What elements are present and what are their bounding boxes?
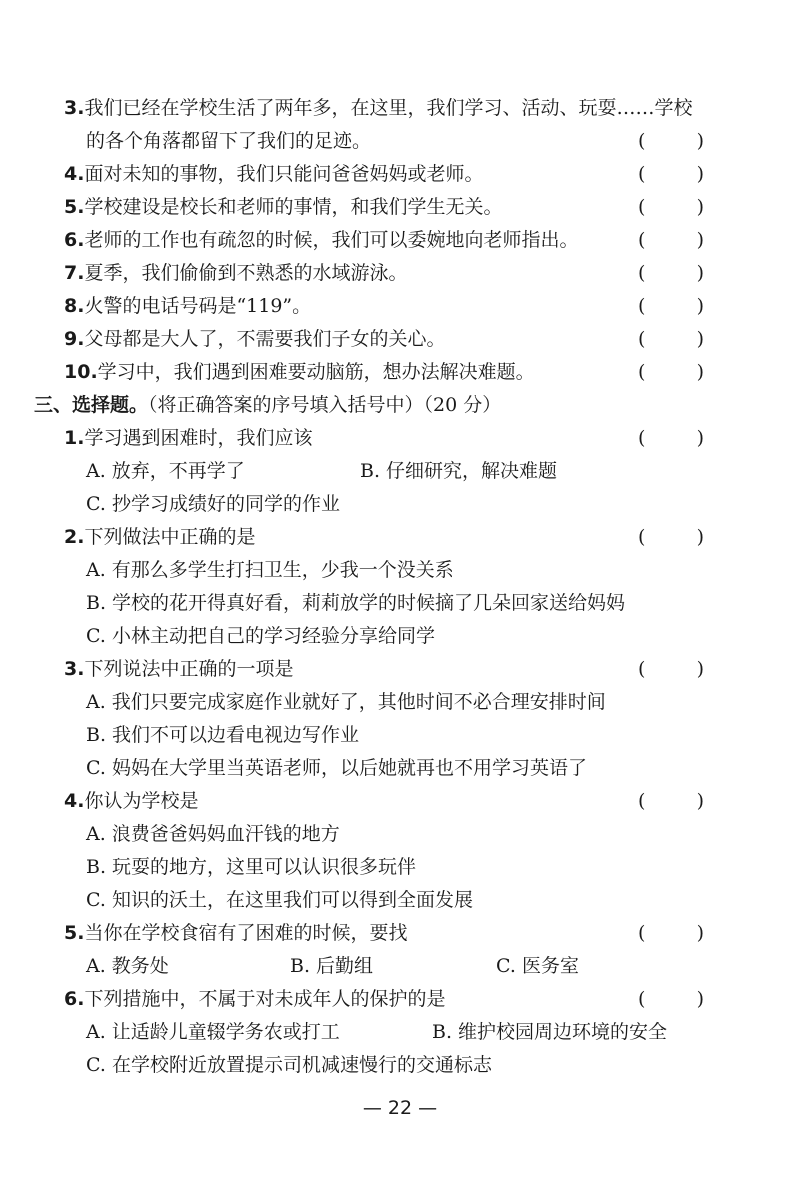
- judge-item-5: 5.学校建设是校长和老师的事情，和我们学生无关。: [64, 196, 503, 218]
- section-heading: 三、选择题。（将正确答案的序号填入括号中）（20 分）: [34, 394, 502, 416]
- option-a: A. 浪费爸爸妈妈血汗钱的地方: [86, 823, 340, 845]
- item-text: 我们已经在学校生活了两年多，在这里，我们学习、活动、玩耍……学校: [84, 97, 693, 119]
- option-c: C. 在学校附近放置提示司机减速慢行的交通标志: [86, 1054, 492, 1076]
- option-b: B. 学校的花开得真好看，莉莉放学的时候摘了几朵回家送给妈妈: [86, 592, 626, 614]
- judge-item-8: 8.火警的电话号码是“119”。: [64, 295, 312, 317]
- option-b: B. 后勤组: [290, 955, 374, 977]
- judge-item-10: 10.学习中，我们遇到困难要动脑筋，想办法解决难题。: [64, 361, 535, 383]
- page-number: — 22 —: [362, 1097, 438, 1119]
- option-c: C. 小林主动把自己的学习经验分享给同学: [86, 625, 435, 647]
- option-a: A. 教务处: [86, 955, 169, 977]
- choice-question-1: 1.学习遇到困难时，我们应该: [64, 427, 313, 449]
- option-a: A. 放弃，不再学了: [86, 460, 245, 482]
- judge-item-3-cont: [86, 128, 371, 154]
- choice-question-3: 3.下列说法中正确的一项是: [64, 658, 294, 680]
- choice-question-4: 4.你认为学校是: [64, 790, 199, 812]
- option-a: A. 我们只要完成家庭作业就好了，其他时间不必合理安排时间: [86, 691, 606, 713]
- judge-item-6: 6.老师的工作也有疏忽的时候，我们可以委婉地向老师指出。: [64, 229, 579, 251]
- option-b: B. 维护校园周边环境的安全: [432, 1021, 668, 1043]
- choice-question-5: 5.当你在学校食宿有了困难的时候，要找: [64, 922, 408, 944]
- option-b: B. 仔细研究，解决难题: [360, 460, 558, 482]
- option-b: B. 玩耍的地方，这里可以认识很多玩伴: [86, 856, 417, 878]
- judge-item-3: [64, 95, 692, 121]
- option-a: A. 让适龄儿童辍学务农或打工: [86, 1021, 340, 1043]
- judge-item-9: 9.父母都是大人了，不需要我们子女的关心。: [64, 328, 446, 350]
- option-c: C. 医务室: [496, 955, 579, 977]
- choice-question-2: 2.下列做法中正确的是: [64, 526, 256, 548]
- option-a: A. 有那么多学生打扫卫生，少我一个没关系: [86, 559, 454, 581]
- judge-item-7: 7.夏季，我们偷偷到不熟悉的水域游泳。: [64, 262, 408, 284]
- option-c: C. 知识的沃土，在这里我们可以得到全面发展: [86, 889, 473, 911]
- judge-item-4: 4.面对未知的事物，我们只能问爸爸妈妈或老师。: [64, 163, 484, 185]
- item-number: 3.: [64, 97, 85, 119]
- option-b: B. 我们不可以边看电视边写作业: [86, 724, 360, 746]
- worksheet-page: 3.我们已经在学校生活了两年多，在这里，我们学习、活动、玩耍……学校 的各个角落都留下了我们的足迹。 ( ) 4.面对未知的事物，我们只能问爸爸妈妈或老师。 ( ) 5.学校建设是校长和老师的事情，和我们学生无关。 ( ) 6.老师的工作也有疏忽的时候，我们可以委婉地向老师指出。 ( ) 7.夏季，我们偷偷到不熟悉的水域游泳。 ( ) 8.火警的电话号码是“119”。 ( ) 9.父母都是大人了，不需要我们子女的关心。 ( ) 10.学习中，我们遇到困难要动脑筋，想办法解决难题。 ( ) 三、选择题。（将正确答案的序号填入括号中）（20 分） 1.学习遇到困难时，我们应该 ( ) A. 放弃，不再学了 B. 仔细研究，解决难题 C. 抄学习成绩好的同学的作业 2.下列做法中正确的是 ( ) A. 有那么多学生打扫卫生，少我一个没关系 B. 学校的花开得真好看，莉莉放学的时候摘了几朵回家送给妈妈 C. 小林主动把自己的学习经验分享给同学 3.下列说法中正确的一项是 ( ) A. 我们只要完成家庭作业就好了，其他时间不必合理安排时间 B. 我们不可以边看电视边写作业 C. 妈妈在大学里当英语老师，以后她就再也不用学习英语了 4.你认为学校是 ( ) A. 浪费爸爸妈妈血汗钱的地方 B. 玩耍的地方，这里可以认识很多玩伴 C. 知识的沃土，在这里我们可以得到全面发展 5.当你在学校食宿有了困难的时候，要找 ( ) A. 教务处 B. 后勤组 C. 医务室 6.下列措施中，不属于对未成年人的保护的是 ( ) A. 让适龄儿童辍学务农或打工 B. 维护校园周边环境的安全 C. 在学校附近放置提示司机减速慢行的交通标志 — 22 —: [0, 0, 800, 1185]
- option-c: C. 抄学习成绩好的同学的作业: [86, 493, 340, 515]
- option-c: C. 妈妈在大学里当英语老师，以后她就再也不用学习英语了: [86, 757, 587, 779]
- item-text-continued: 的各个角落都留下了我们的足迹。: [86, 130, 372, 152]
- choice-question-6: 6.下列措施中，不属于对未成年人的保护的是: [64, 988, 446, 1010]
